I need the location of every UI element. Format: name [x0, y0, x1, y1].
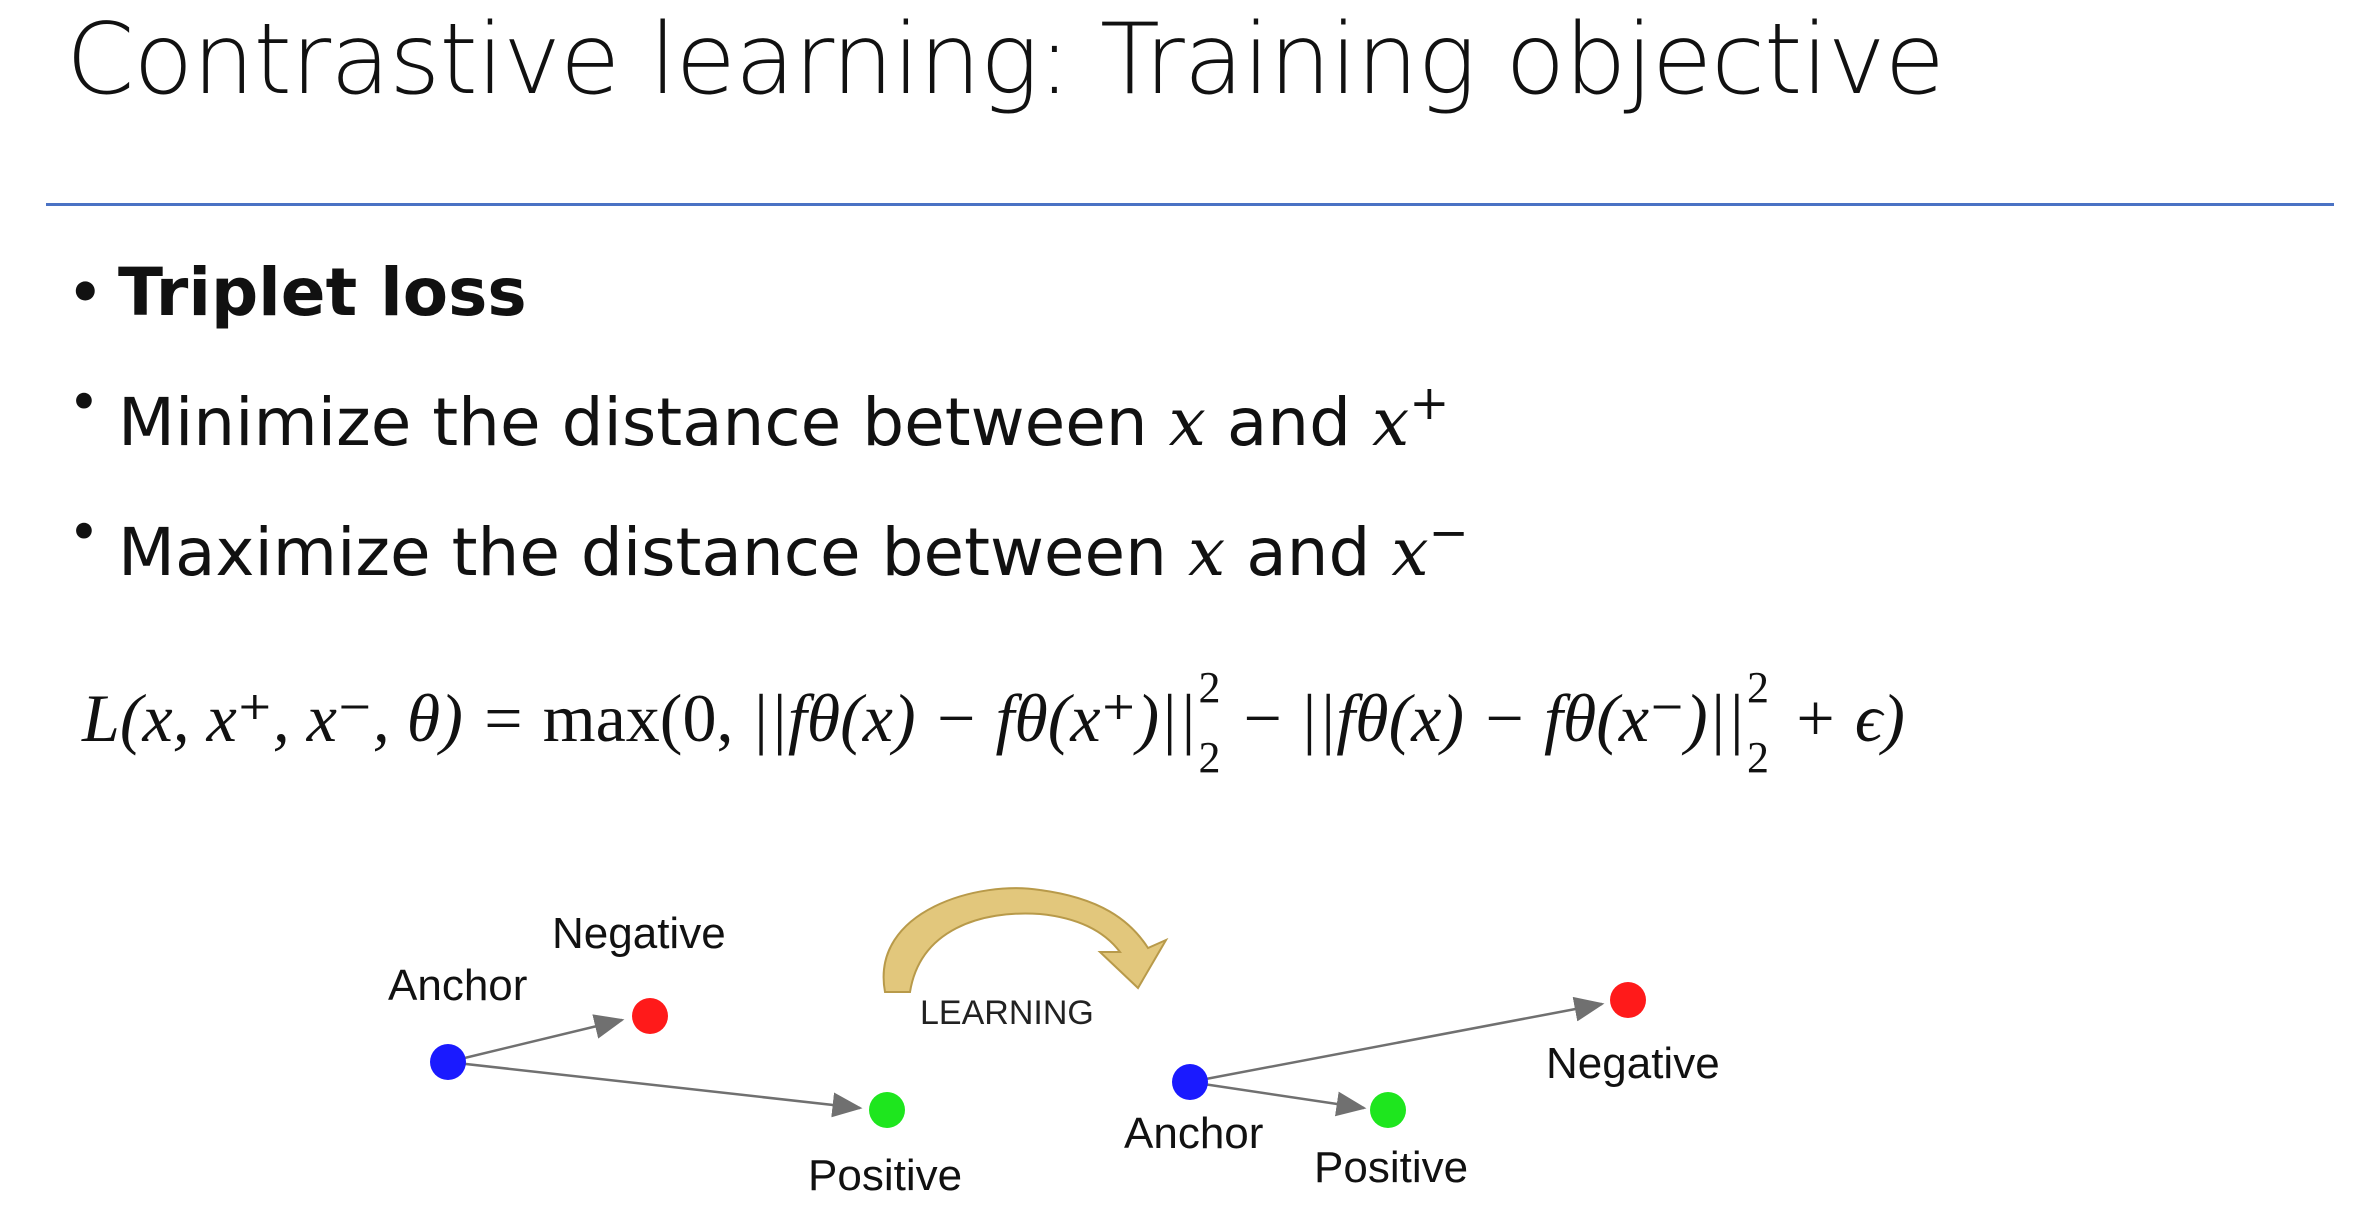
bullet-text: Minimize the distance between — [118, 384, 1148, 461]
math-x-negative: x — [1391, 514, 1429, 591]
equation-max: max(0, — [542, 680, 751, 756]
math-x: x — [1168, 384, 1206, 461]
positive-node-left — [869, 1092, 905, 1128]
equation-norm-exponent: 2 2 — [1198, 663, 1221, 782]
bullet-and: and — [1226, 384, 1352, 461]
math-minus-sup: − — [1428, 505, 1469, 561]
bullet-dot: • — [68, 261, 103, 324]
title-divider — [46, 203, 2334, 206]
negative-node-right — [1610, 982, 1646, 1018]
label-negative-left: Negative — [552, 909, 726, 958]
bullet-triplet-loss — [68, 238, 1469, 348]
bullet-maximize — [68, 478, 1469, 608]
label-positive-left: Positive — [808, 1151, 963, 1200]
math-x-positive: x — [1372, 384, 1410, 461]
positive-node-right — [1370, 1092, 1406, 1128]
label-anchor-left: Anchor — [388, 961, 528, 1010]
label-positive-right: Positive — [1314, 1143, 1469, 1192]
anchor-node-right — [1172, 1064, 1208, 1100]
triplet-diagram — [360, 880, 1760, 1214]
arrow-anchor-to-negative-left — [448, 1020, 622, 1062]
equation-margin: + ϵ) — [1775, 680, 1905, 756]
equation-term-negative: ||fθ(x) − fθ(x⁻)|| — [1298, 680, 1745, 756]
bullet-minimize — [68, 348, 1469, 478]
equation-lhs: L(x, x⁺, x⁻, θ) = — [82, 680, 526, 756]
bullet-list — [68, 238, 1469, 608]
learning-curve-arrow — [884, 888, 1166, 992]
anchor-node-left — [430, 1044, 466, 1080]
triplet-loss-equation — [82, 663, 1905, 782]
bullet-text: Triplet loss — [118, 254, 527, 331]
bullet-dot: • — [68, 501, 100, 564]
bullet-text: Maximize the distance between — [118, 514, 1167, 591]
bullet-dot: • — [68, 371, 100, 434]
equation-term-positive: ||fθ(x) − fθ(x⁺)|| — [750, 680, 1197, 756]
label-learning: LEARNING — [920, 994, 1094, 1032]
equation-norm-exponent: 2 2 — [1747, 663, 1769, 782]
negative-node-left — [632, 998, 668, 1034]
arrow-anchor-to-negative-right — [1190, 1004, 1602, 1082]
math-x: x — [1187, 514, 1226, 591]
slide-title: Contrastive learning: Training objective — [66, 3, 1944, 117]
label-negative-right: Negative — [1546, 1039, 1720, 1088]
bullet-and: and — [1246, 514, 1371, 591]
arrow-anchor-to-positive-right — [1190, 1082, 1364, 1108]
label-anchor-right: Anchor — [1124, 1109, 1264, 1158]
equation-minus: − — [1226, 680, 1299, 756]
math-plus-sup: + — [1409, 375, 1450, 431]
arrow-anchor-to-positive-left — [448, 1062, 860, 1108]
